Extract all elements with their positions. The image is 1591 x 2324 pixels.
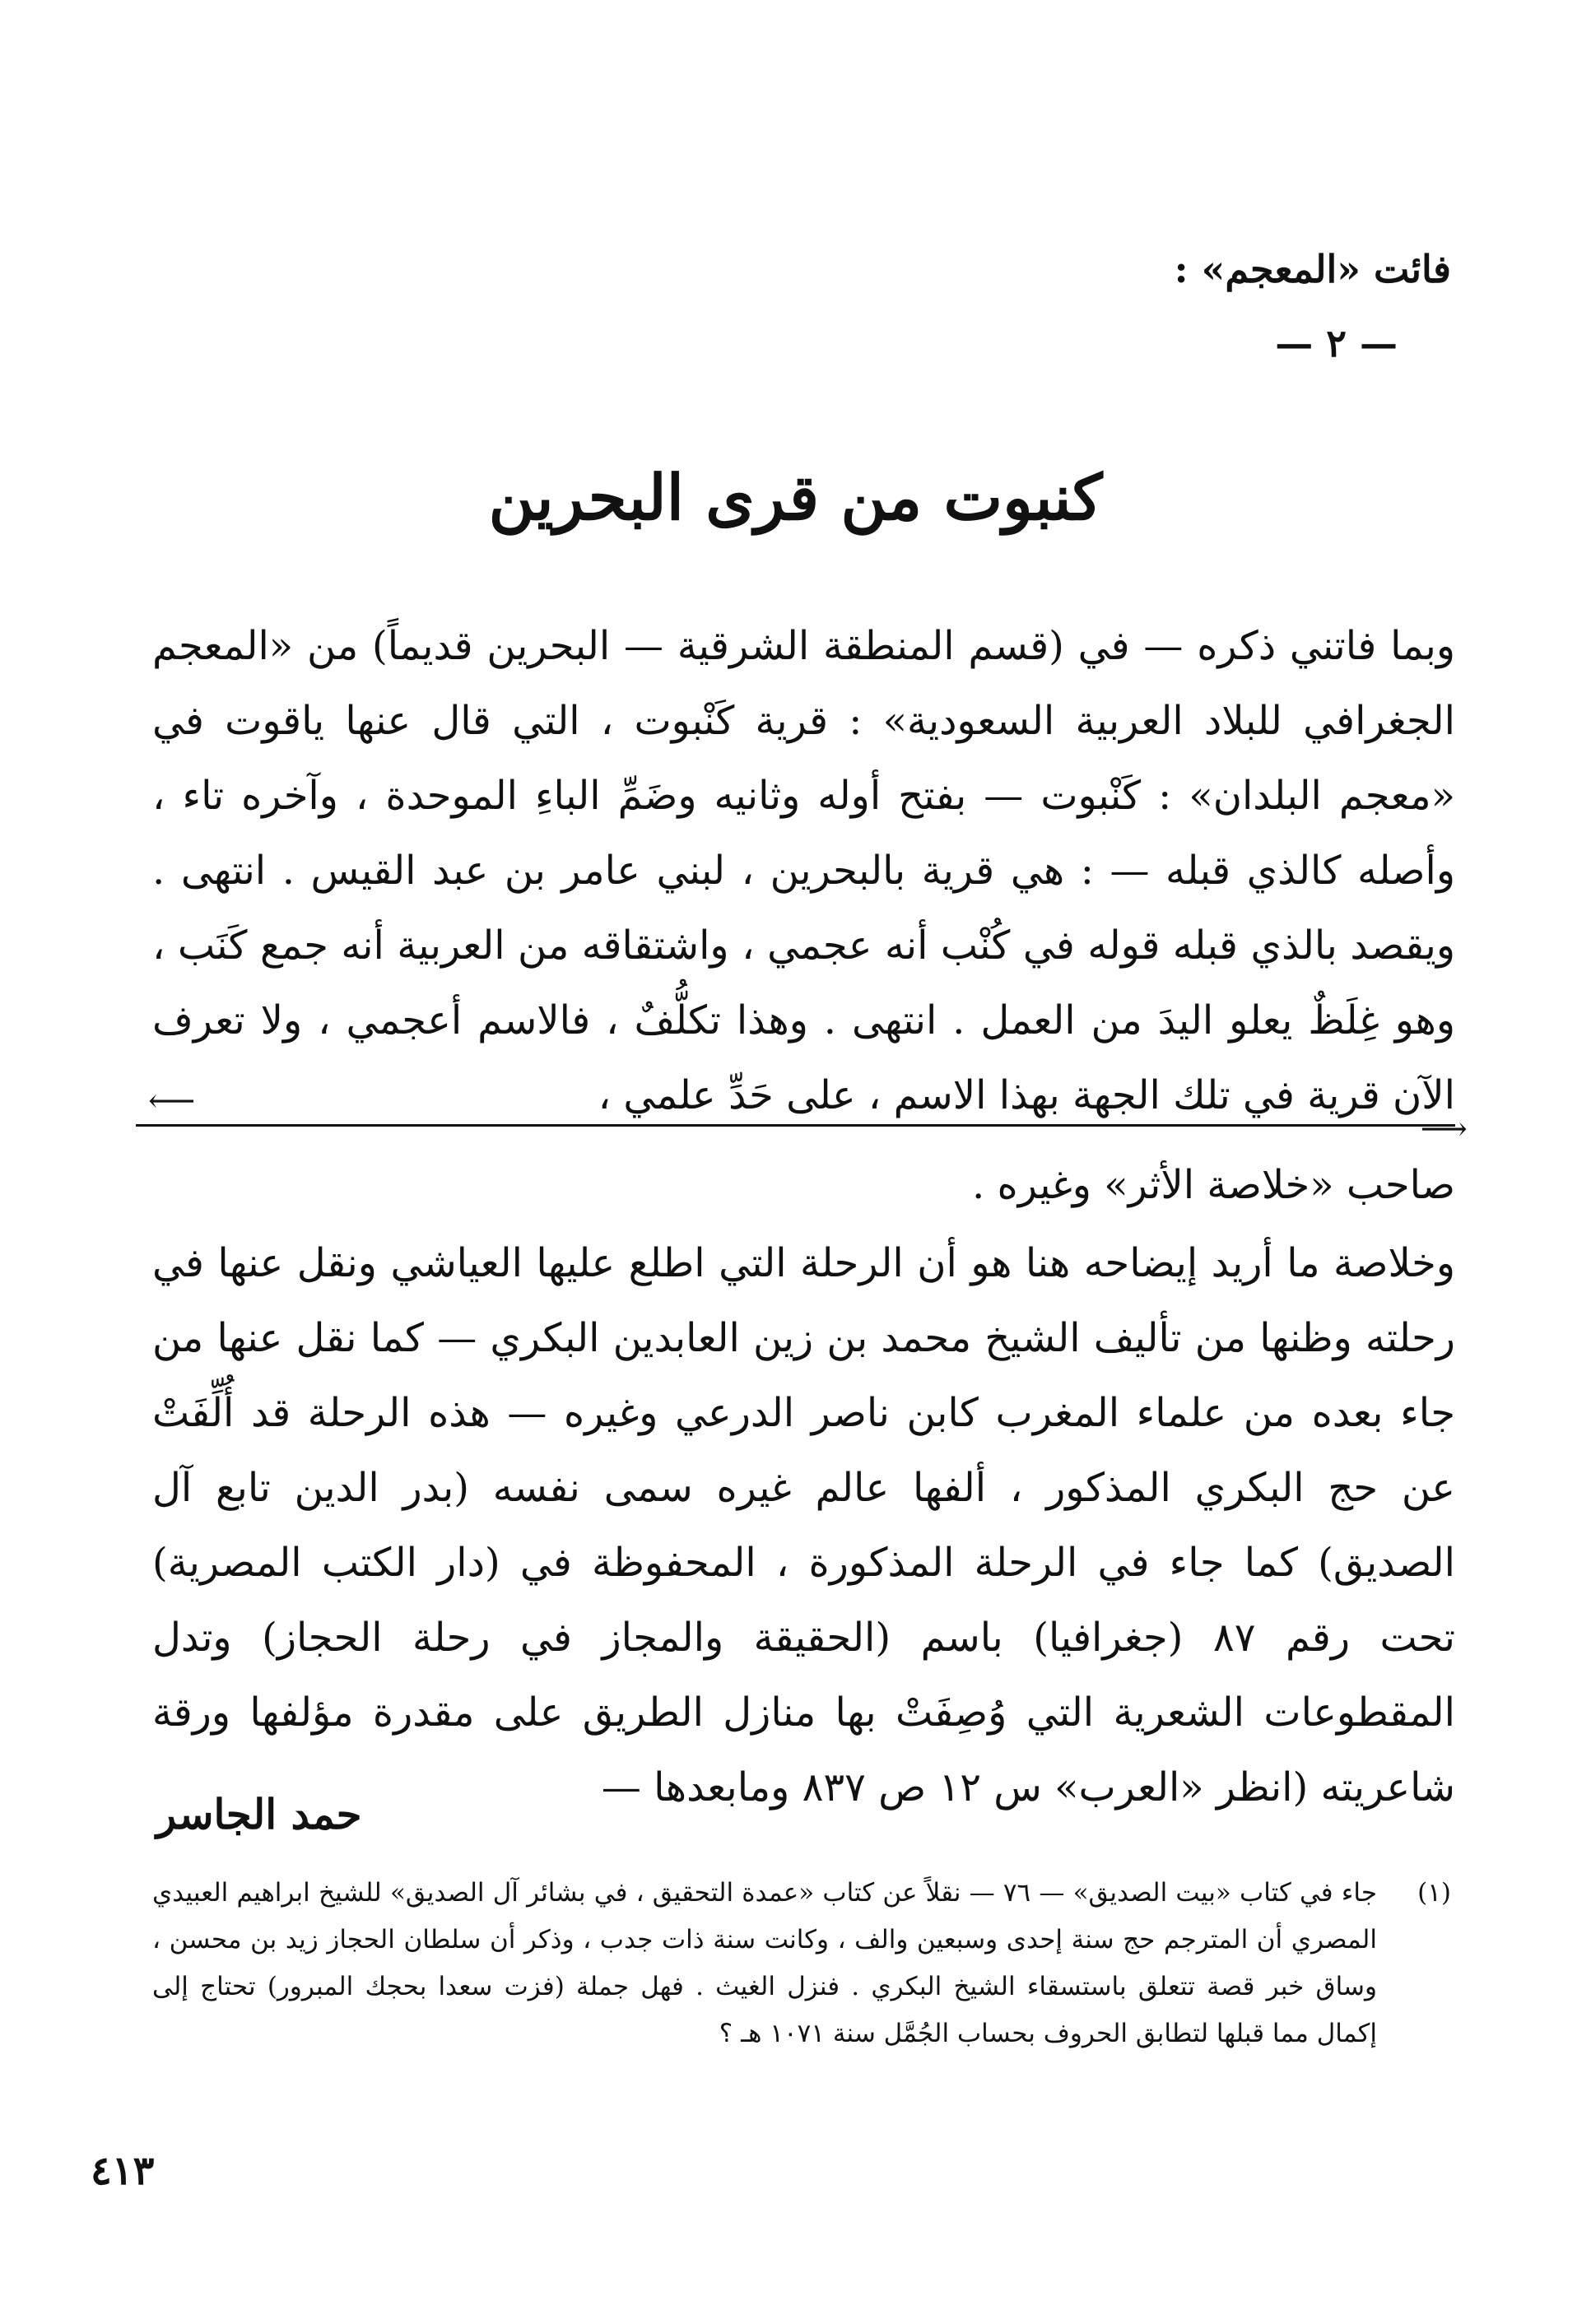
section-header: فائت «المعجم» :	[1174, 247, 1451, 291]
left-arrow-mark: ⟵	[148, 1082, 196, 1120]
previous-article-continuation: صاحب «خلاصة الأثر» وغيره .	[972, 1162, 1455, 1208]
footnote-marker: (١)	[1417, 1878, 1451, 1908]
paragraph-summary: وخلاصة ما أريد إيضاحه هنا هو أن الرحلة التي اطلع عليها العياشي ونقل عنها في رحلته وظنها من تأليف الشيخ محمد بن زين العابدين البكري — كما نقل عنها من جاء بعده من علماء المغرب كابن ناصر الدرعي وغيره — هذه الرحلة قد أُلِّفَتْ عن حج البكري المذكور ، ألفها عالم غيره سمى نفسه (بدر الدين تابع آل الصديق) كما جاء في الرحلة المذكورة ، المحفوظة في (دار الكتب المصرية) تحت رقم ٨٧ (جغرافيا) باسم (الحقيقة والمجاز في رحلة الحجاز) وتدل المقطوعات الشعرية التي وُصِفَتْ بها منازل الطريق على مقدرة مؤلفها ورقة شاعريته (انظر «العرب» س ١٢ ص ٨٣٧ ومابعدها —	[152, 1240, 1456, 1810]
author-signature: حمد الجاسر	[156, 1790, 362, 1838]
right-arrow-mark: ⟶	[1420, 1110, 1468, 1148]
footnote-text: جاء في كتاب «بيت الصديق» — ٧٦ — نقلاً عن كتاب «عمدة التحقيق ، في بشائر آل الصديق» للشيخ ابراهيم العبيدي المصري أن المترجم حج سنة إحدى وسبعين والف ، وكانت سنة ذات جدب ، وذكر أن سلطان الحجاز زيد بن محسن ، وساق خبر قصة تتعلق باستسقاء الشيخ البكري . فنزل الغيث . فهل جملة (فزت سعدا بحجك المبرور) تحتاج إلى إكمال مما قبلها لتطابق الحروف بحساب الجُمَّل سنة ١٠٧١ هـ ؟	[152, 1878, 1378, 2048]
paragraph-main: وبما فاتني ذكره — في (قسم المنطقة الشرقية — البحرين قديماً) من «المعجم الجغرافي للبلاد العربية السعودية» : قرية كَنْبوت ، التي قال عنها ياقوت في «معجم البلدان» : كَنْبوت — بفتح أوله وثانيه وضَمِّ الباءِ الموحدة ، وآخره تاء ، وأصله كالذي قبله — : هي قرية بالبحرين ، لبني عامر بن عبد القيس . انتهى . ويقصد بالذي قبله قوله في كُنْب أنه عجمي ، واشتقاقه من العربية أنه جمع كَنَب ، وهو غِلَظٌ يعلو اليدَ من العمل . انتهى . وهذا تكلُّفٌ ، فالاسم أعجمي ، ولا تعرف الآن قرية في تلك الجهة بهذا الاسم ، على حَدِّ علمي ،	[152, 623, 1455, 1118]
article-title: كنبوت من قرى البحرين	[488, 461, 1103, 534]
horizontal-rule	[136, 1124, 1455, 1127]
page-number: ٤١٣	[91, 2148, 155, 2194]
section-number: — ٢ —	[1275, 321, 1398, 365]
